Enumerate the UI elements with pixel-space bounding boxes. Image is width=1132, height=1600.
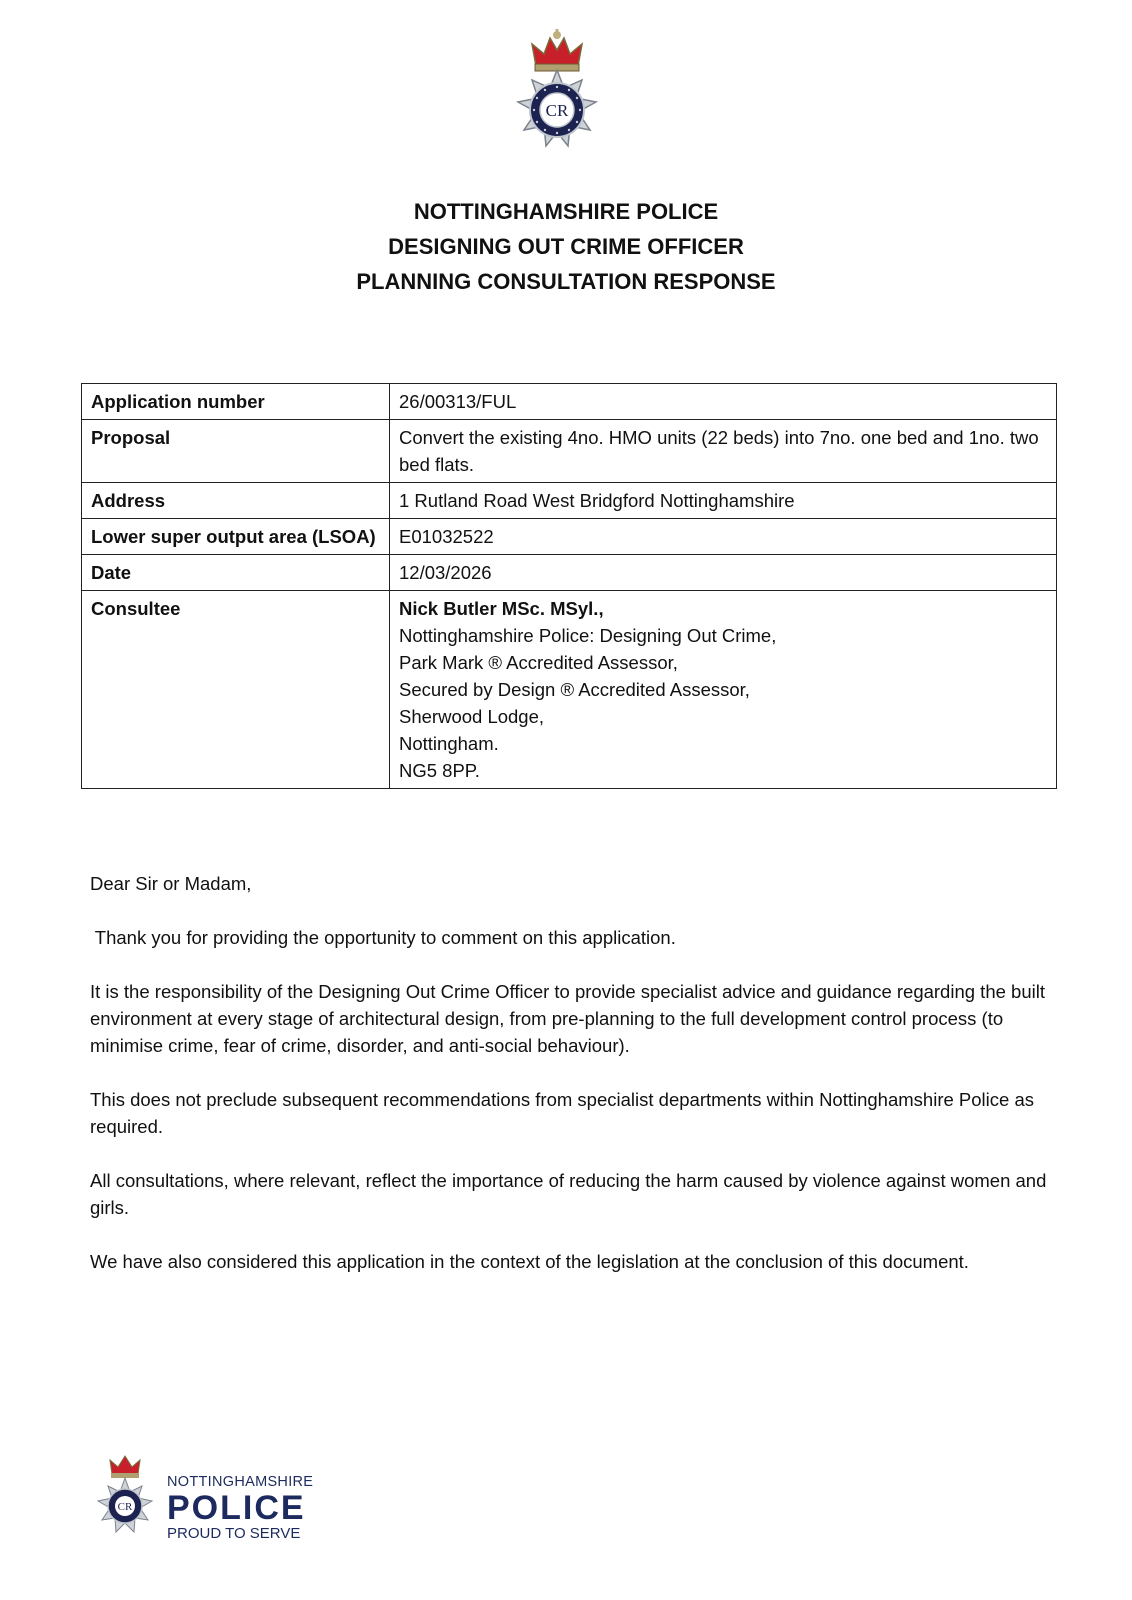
row-value: Convert the existing 4no. HMO units (22 beds) into 7no. one bed and 1no. two bed flats. xyxy=(390,420,1057,483)
consultee-line: NG5 8PP. xyxy=(399,760,480,781)
consultee-line: Nottingham. xyxy=(399,733,499,754)
row-value: 26/00313/FUL xyxy=(390,384,1057,420)
salutation: Dear Sir or Madam, xyxy=(90,873,252,894)
letter-paragraph: We have also considered this application in the context of the legislation at the conclusion of this document. xyxy=(90,1251,969,1272)
letter-paragraph: This does not preclude subsequent recommendations from specialist departments within Nottinghamshire Police as required. xyxy=(90,1089,1034,1137)
row-value: E01032522 xyxy=(390,519,1057,555)
letter-paragraph: Thank you for providing the opportunity to comment on this application. xyxy=(90,927,676,948)
row-label: Date xyxy=(82,555,390,591)
row-label: Lower super output area (LSOA) xyxy=(82,519,390,555)
footer-line-2: POLICE xyxy=(167,1489,306,1527)
footer-wordmark xyxy=(167,1474,313,1542)
row-label: Address xyxy=(82,483,390,519)
table-row xyxy=(82,555,1057,591)
letter-paragraph: All consultations, where relevant, reflect the importance of reducing the harm caused by violence against women and girls. xyxy=(90,1170,1047,1218)
footer-crest-icon xyxy=(90,1452,160,1550)
consultee-line: Park Mark ® Accredited Assessor, xyxy=(399,652,678,673)
application-details-table xyxy=(81,383,1057,789)
consultee-name: Nick Butler MSc. MSyl., xyxy=(399,598,604,619)
consultee-line: Secured by Design ® Accredited Assessor, xyxy=(399,679,750,700)
row-label: Application number xyxy=(82,384,390,420)
crown-icon xyxy=(532,29,582,71)
footer-line-3: PROUD TO SERVE xyxy=(167,1525,301,1542)
heading-line-2: DESIGNING OUT CRIME OFFICER xyxy=(388,234,744,259)
row-value: 1 Rutland Road West Bridgford Nottinghamshire xyxy=(390,483,1057,519)
letter-paragraph: It is the responsibility of the Designing Out Crime Officer to provide specialist advice and guidance regarding the built environment at every stage of architectural design, from pre-planning to the full development control process (to minimise crime, fear of crime, disorder, and anti-social behaviour). xyxy=(90,981,1045,1056)
police-crest-logo xyxy=(498,26,616,166)
row-value: 12/03/2026 xyxy=(390,555,1057,591)
heading-line-1: NOTTINGHAMSHIRE POLICE xyxy=(413,199,719,224)
footer-police-logo xyxy=(90,1452,320,1552)
svg-text:CR: CR xyxy=(117,1501,133,1513)
consultee-line: Nottinghamshire Police: Designing Out Crime, xyxy=(399,625,777,646)
heading-line-3: PLANNING CONSULTATION RESPONSE xyxy=(356,269,776,294)
table-row xyxy=(82,420,1057,483)
document-heading xyxy=(0,194,1132,299)
table-row-consultee xyxy=(82,591,1057,789)
consultee-details xyxy=(390,591,1057,789)
table-row xyxy=(82,483,1057,519)
footer-line-1: NOTTINGHAMSHIRE xyxy=(167,1474,314,1490)
table-row xyxy=(82,384,1057,420)
table-row xyxy=(82,519,1057,555)
letter-body xyxy=(90,870,1050,1302)
consultee-line: Sherwood Lodge, xyxy=(399,706,545,727)
row-label: Proposal xyxy=(82,420,390,483)
row-label: Consultee xyxy=(82,591,390,789)
svg-text:CR: CR xyxy=(545,101,569,120)
